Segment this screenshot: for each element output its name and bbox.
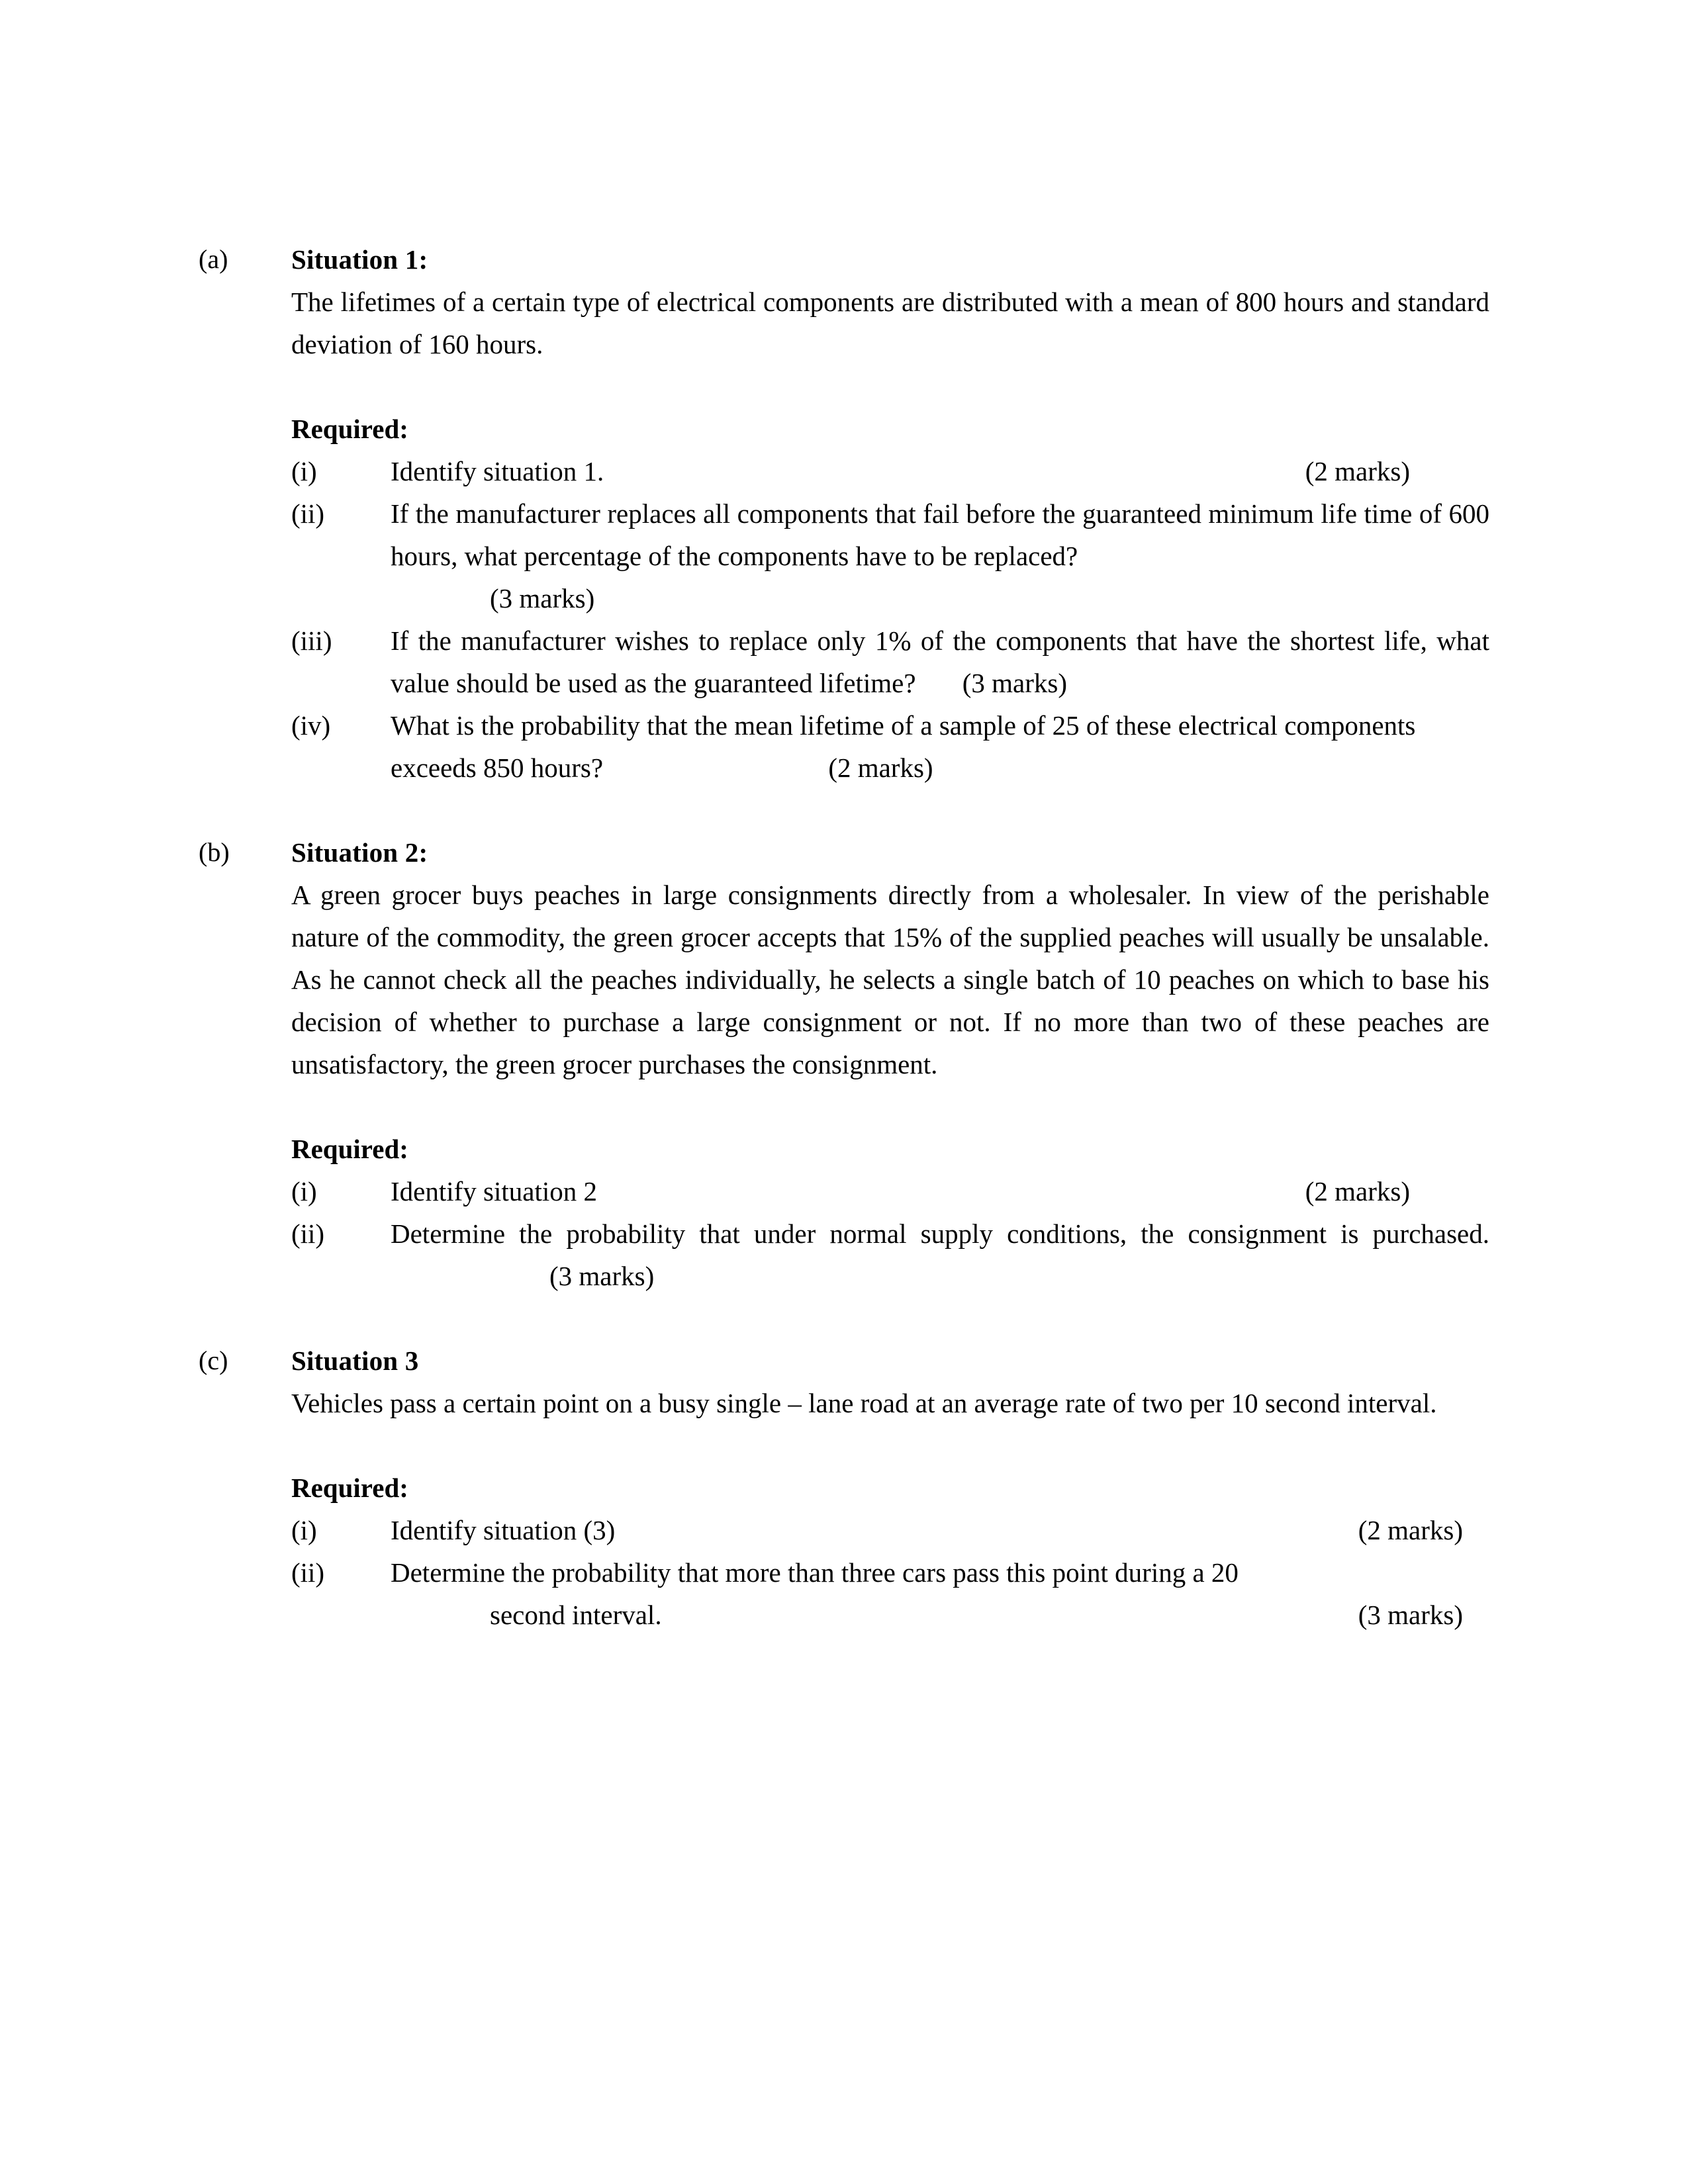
item-marks: (3 marks) [490,583,595,614]
item-continuation-text: second interval. [490,1600,662,1630]
item-body [391,1509,1489,1551]
item-body [391,492,1489,577]
item-marks: (3 marks) [549,1261,655,1291]
item-text: Identify situation (3) [391,1515,616,1545]
item-body [391,1551,1489,1594]
section-marker-b: (b) [199,837,230,867]
item-number: (i) [291,1176,317,1206]
spacer [199,789,1489,831]
list-item [291,1551,1489,1594]
item-body [391,577,1489,619]
list-item [291,1509,1489,1551]
item-body [391,704,1489,789]
item-marks: (2 marks) [1358,1515,1463,1545]
item-number: (i) [291,1515,317,1545]
item-marks: (2 marks) [1305,456,1410,486]
item-marks: (3 marks) [962,668,1068,698]
item-number: (ii) [291,1218,325,1249]
item-number: (iv) [291,710,331,741]
section-paragraph-a: The lifetimes of a certain type of electrical components are distributed with a mean of 800 hours and standard deviation of 160 hours. [291,287,1489,359]
spacer [199,1297,1489,1340]
spacer [291,1085,1489,1128]
item-text: Determine the probability that under normal supply conditions, the consignment is purchased. [391,1218,1489,1249]
section-heading-c: Situation 3 [291,1345,419,1376]
section-body-c [291,1340,1489,1636]
item-marks: (2 marks) [828,752,933,783]
item-body [391,1594,1489,1636]
required-label-a: Required: [291,414,408,444]
list-item [291,492,1489,577]
item-number: (ii) [291,1557,325,1588]
section-heading-b: Situation 2: [291,837,428,868]
item-number: (iii) [291,625,332,656]
list-item-continuation [291,1594,1489,1636]
item-marks: (3 marks) [1358,1600,1463,1630]
section-a [199,238,1489,789]
list-item-marks-line [291,577,1489,619]
section-marker-c: (c) [199,1345,228,1375]
item-text: What is the probability that the mean lifetime of a sample of 25 of these electrical components exceeds 850 hours? [391,710,1416,783]
item-number: (i) [291,456,317,486]
list-item [291,450,1489,492]
item-text: Determine the probability that more than three cars pass this point during a 20 [391,1557,1239,1588]
section-body-b [291,831,1489,1297]
item-text: If the manufacturer wishes to replace only 1% of the components that have the shortest life, what value should be used as the guaranteed lifetime? [391,625,1489,698]
item-body [391,619,1489,704]
spacer [291,1424,1489,1467]
item-text: Identify situation 2 [391,1176,598,1206]
list-item [291,704,1489,789]
section-marker-a: (a) [199,244,228,274]
item-body [391,1170,1489,1212]
required-label-c: Required: [291,1473,408,1503]
section-body-a [291,238,1489,789]
spacer [291,365,1489,408]
required-label-b: Required: [291,1134,408,1164]
list-item [291,619,1489,704]
item-body [391,1212,1489,1297]
list-item [291,1170,1489,1212]
section-b [199,831,1489,1297]
item-text: Identify situation 1. [391,456,604,486]
item-body [391,450,1489,492]
section-paragraph-b: A green grocer buys peaches in large consignments directly from a wholesaler. In view of the perishable nature of the commodity, the green grocer accepts that 15% of the supplied peaches will usually be unsalable. As he cannot check all the peaches individually, he selects a single batch of 10 peaches on which to base his decision of whether to purchase a large consignment or not. If no more than two of these peaches are unsatisfactory, the green grocer purchases the consignment. [291,880,1489,1079]
list-item [291,1212,1489,1297]
item-number: (ii) [291,498,325,529]
section-paragraph-c: Vehicles pass a certain point on a busy single – lane road at an average rate of two per 10 second interval. [291,1388,1437,1418]
item-text: If the manufacturer replaces all components that fail before the guaranteed minimum life time of 600 hours, what percentage of the components have to be replaced? [391,498,1489,571]
item-marks: (2 marks) [1305,1176,1410,1206]
section-c [199,1340,1489,1636]
section-heading-a: Situation 1: [291,244,428,275]
